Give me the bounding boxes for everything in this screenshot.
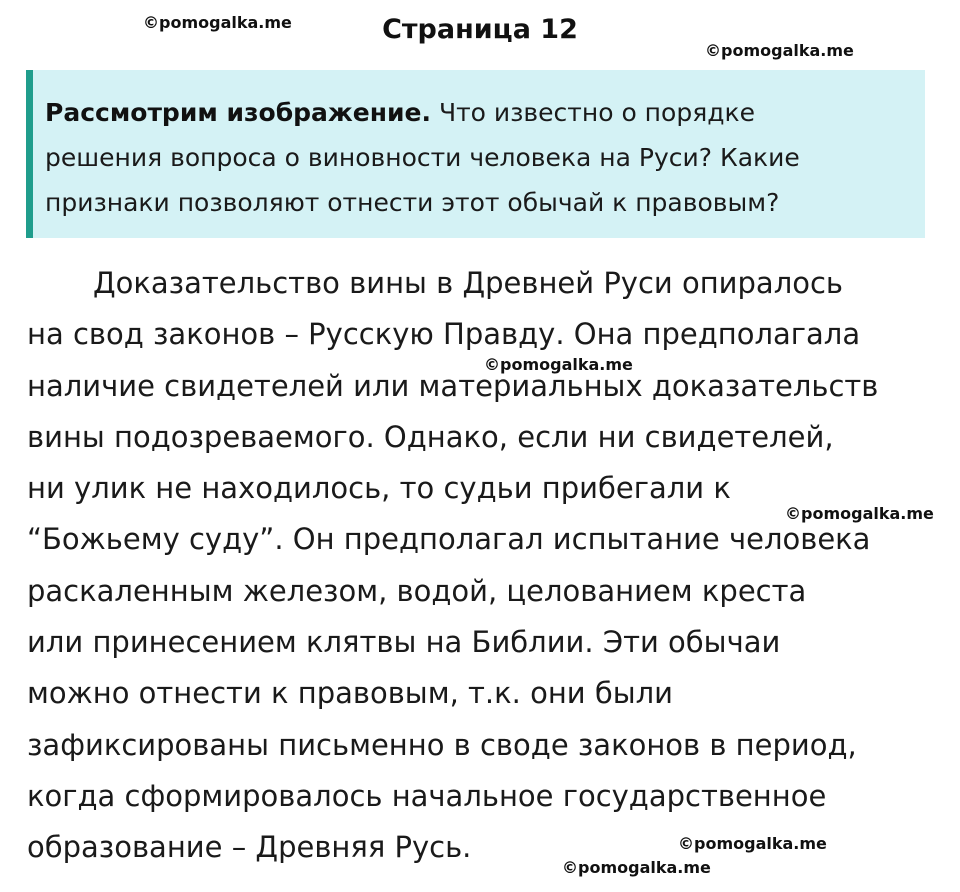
task-lead: Рассмотрим изображение. [45, 98, 431, 127]
answer-line-5: ни улик не находилось, то судьи прибегали к [27, 471, 731, 506]
watermark-bottom-right: ©pomogalka.me [678, 834, 827, 853]
answer-line-3: наличие свидетелей или материальных доказательств [27, 368, 879, 403]
watermark-right: ©pomogalka.me [785, 504, 934, 523]
task-line-3: признаки позволяют отнести этот обычай к правовым? [45, 188, 780, 217]
page-title: Страница 12 [382, 14, 578, 45]
task-question [45, 90, 905, 225]
task-line-2: решения вопроса о виновности человека на Руси? Какие [45, 143, 800, 172]
answer-paragraph [27, 258, 879, 877]
answer-line-10: зафиксированы письменно в своде законов в период, [27, 727, 857, 762]
watermark-middle: ©pomogalka.me [484, 355, 633, 374]
watermark-top-right: ©pomogalka.me [705, 41, 854, 60]
answer-line-4: вины подозреваемого. Однако, если ни свидетелей, [27, 419, 834, 454]
watermark-top-left: ©pomogalka.me [143, 13, 292, 32]
answer-line-2: на свод законов – Русскую Правду. Она предполагала [27, 317, 861, 352]
answer-line-1: Доказательство вины в Древней Руси опиралось [93, 266, 844, 300]
answer-line-8: или принесением клятвы на Библии. Эти обычаи [27, 625, 781, 660]
answer-line-12: образование – Древняя Русь. [27, 830, 472, 865]
watermark-bottom-center: ©pomogalka.me [562, 858, 711, 877]
answer-line-11: когда сформировалось начальное государственное [27, 778, 827, 813]
answer-line-7: раскаленным железом, водой, целованием креста [27, 573, 807, 608]
answer-line-9: можно отнести к правовым, т.к. они были [27, 676, 674, 711]
task-box [26, 70, 925, 238]
answer-line-6: “Божьему суду”. Он предполагал испытание человека [27, 522, 871, 557]
task-line-1-rest: Что известно о порядке [431, 98, 755, 127]
